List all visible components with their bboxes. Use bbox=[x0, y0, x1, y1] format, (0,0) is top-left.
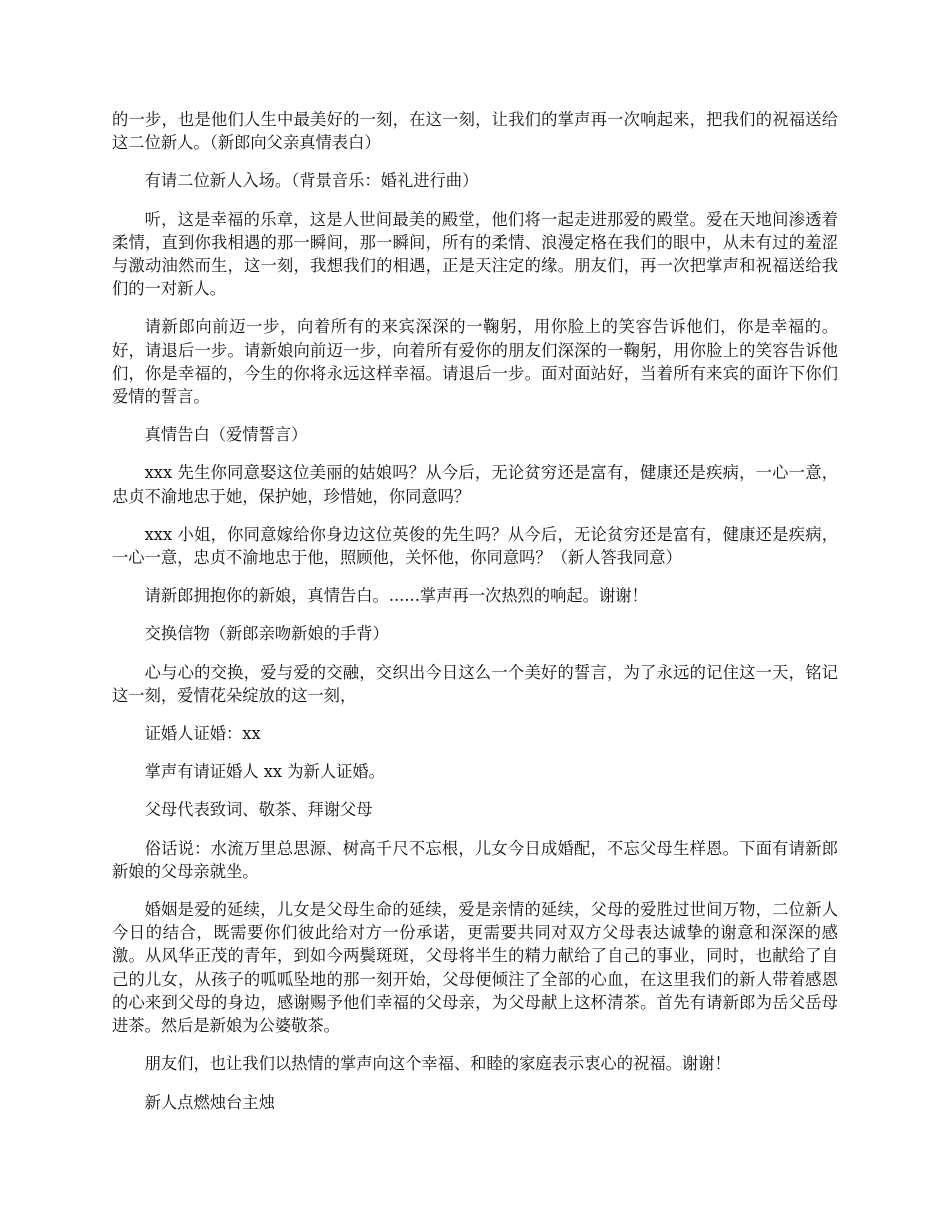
paragraph-marriage: 婚姻是爱的延续，儿女是父母生命的延续，爱是亲情的延续，父母的爱胜过世间万物，二位新人今日的结合，既需要你们彼此给对方一份承诺，更需要共同对双方父母表达诚挚的谢意和深深的感激。从风华正茂的青年，到如今两鬓斑斑，父母将半生的精力献给了自己的事业，同时，也献给了自己的儿女，从孩子的呱呱坠地的那一刻开始，父母便倾注了全部的心血，在这里我们的新人带着感恩的心来到父母的身边，感谢赐予他们幸福的父母亲，为父母献上这杯清茶。首先有请新郎为岳父岳母进茶。然后是新娘为公婆敬茶。 bbox=[112, 900, 838, 1036]
paragraph-proverb: 俗话说：水流万里总思源、树高千尺不忘根，儿女今日成婚配，不忘父母生样恩。下面有请新郎新娘的父母亲就坐。 bbox=[112, 838, 838, 881]
paragraph-heading-vows: 真情告白（爱情誓言） bbox=[144, 425, 308, 445]
paragraph-heading-parents: 父母代表致词、敬茶、拜谢父母 bbox=[144, 800, 373, 820]
paragraph-continuation: 的一步，也是他们人生中最美好的一刻，在这一刻，让我们的掌声再一次响起来，把我们的祝福送给这二位新人。（新郎向父亲真情表白） bbox=[112, 110, 838, 153]
document-page bbox=[112, 108, 838, 1129]
paragraph-officiant: 证婚人证婚：xx bbox=[144, 724, 261, 744]
paragraph-bride-vow: xxx 小姐，你同意嫁给你身边这位英俊的先生吗？从今后，无论贫穷还是富有，健康还是疾病，一心一意，忠贞不渝地忠于他，照顾他，关怀他，你同意吗？（新人答我同意） bbox=[112, 524, 838, 568]
paragraph-entrance: 有请二位新人入场。（背景音乐：婚礼进行曲） bbox=[144, 171, 479, 191]
paragraph-embrace: 请新郎拥抱你的新娘，真情告白。......掌声再一次热烈的响起。谢谢！ bbox=[144, 586, 648, 606]
paragraph-officiant-applause: 掌声有请证婚人 xx 为新人证婚。 bbox=[144, 762, 385, 782]
paragraph-groom-vow: xxx 先生你同意娶这位美丽的姑娘吗？从今后，无论贫穷还是富有，健康还是疾病，一心一意，忠贞不渝地忠于她，保护她，珍惜她，你同意吗？ bbox=[112, 463, 838, 506]
paragraph-bow: 请新郎向前迈一步，向着所有的来宾深深的一鞠躬，用你脸上的笑容告诉他们，你是幸福的。好，请退后一步。请新娘向前迈一步，向着所有爱你的朋友们深深的一鞠躬，用你脸上的笑容告诉他们，你是幸福的，今生的你将永远这样幸福。请退后一步。面对面站好，当着所有来宾的面许下你们爱情的誓言。 bbox=[112, 317, 838, 407]
paragraph-candle: 新人点燃烛台主烛 bbox=[144, 1092, 275, 1112]
paragraph-wedding-hall: 听，这是幸福的乐章，这是人世间最美的殿堂，他们将一起走进那爱的殿堂。爱在天地间渗透着柔情，直到你我相遇的那一瞬间，那一瞬间，所有的柔情、浪漫定格在我们的眼中，从未有过的羞涩与激动油然而生，这一刻，我想我们的相遇，正是天注定的缘。朋友们，再一次把掌声和祝福送给我们的一对新人。 bbox=[112, 209, 838, 299]
paragraph-heading-exchange: 交换信物（新郎亲吻新娘的手背） bbox=[144, 624, 389, 644]
paragraph-exchange: 心与心的交换，爱与爱的交融，交织出今日这么一个美好的誓言，为了永远的记住这一天，铭记这一刻，爱情花朵绽放的这一刻， bbox=[112, 662, 838, 705]
paragraph-blessing: 朋友们，也让我们以热情的掌声向这个幸福、和睦的家庭表示衷心的祝福。谢谢！ bbox=[144, 1054, 731, 1074]
